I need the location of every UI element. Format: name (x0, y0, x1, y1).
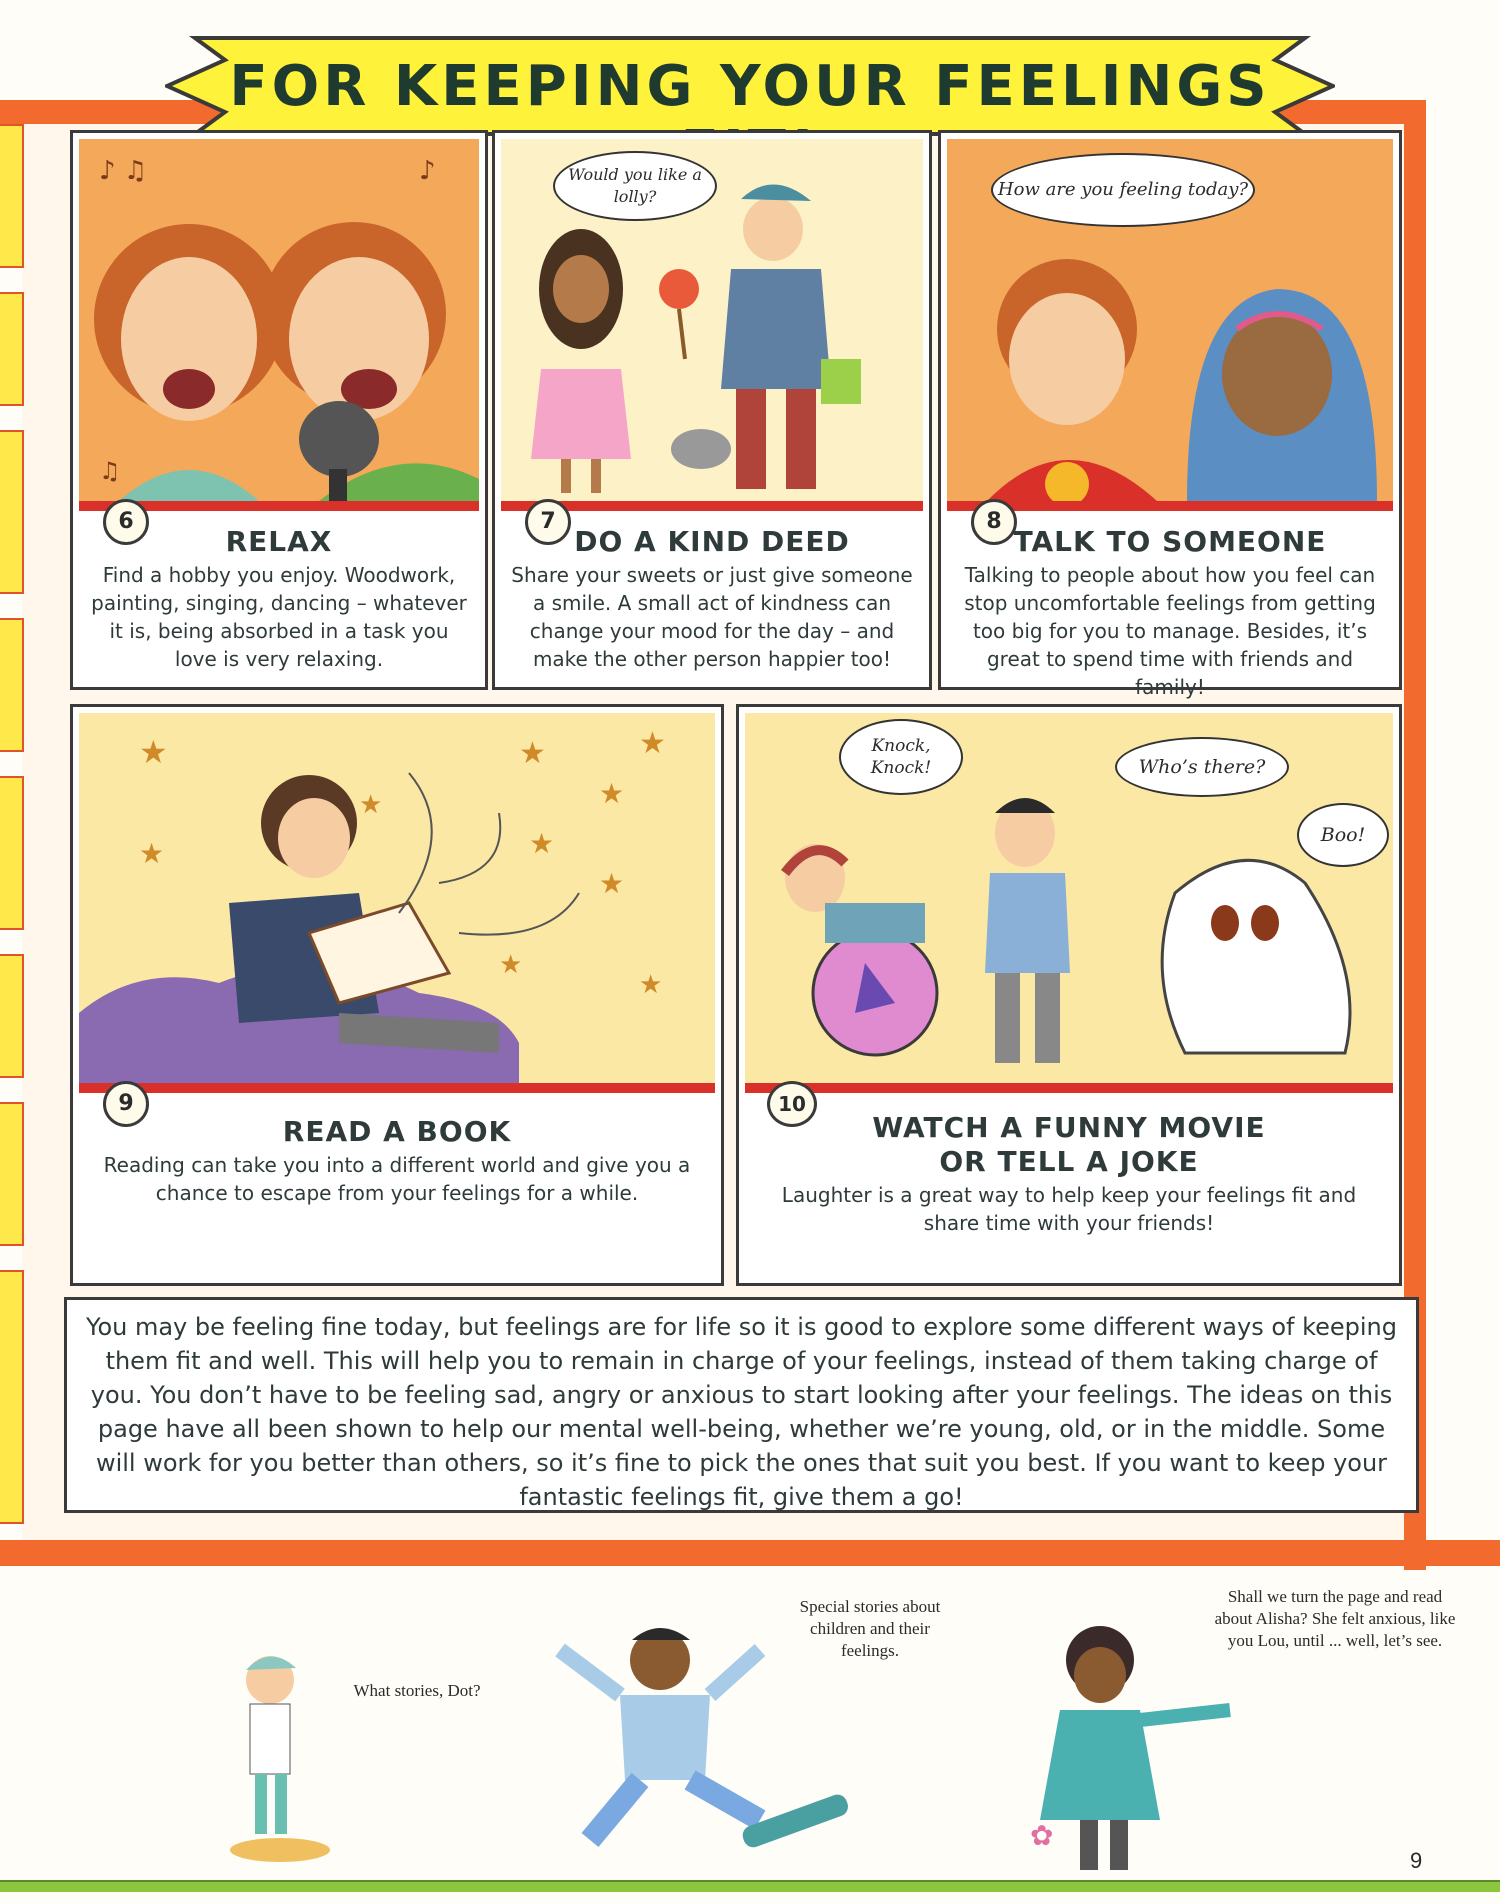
panel-number: 7 (525, 499, 571, 545)
svg-text:★: ★ (139, 837, 165, 870)
speech-bubble-whos-there: Who’s there? (1115, 737, 1289, 797)
panel-text: Find a hobby you enjoy. Woodwork, painting, singing, dancing – whatever it is, being absorbed in a task you love is very relaxing. (91, 563, 467, 671)
speech-bubble-boo: Boo! (1297, 803, 1389, 867)
svg-text:★: ★ (519, 736, 546, 771)
side-tab (0, 618, 24, 752)
microphone-icon (299, 401, 379, 477)
speech-bubble-lolly: Would you like a lolly? (553, 151, 717, 221)
orange-frame-bottom (0, 1540, 1500, 1566)
svg-text:★: ★ (529, 827, 555, 860)
svg-text:★: ★ (499, 950, 523, 980)
intro-text: You may be feeling fine today, but feelings are for life so it is good to explore some different ways of keeping them fit and well. This will help you to remain in charge of your feelings, instead of them taking charge of you. You don’t have to be feeling sad, angry or anxious to start looking after your feelings. The ideas on this page have all been shown to help our mental well-being, whether we’re young, old, or in the middle. Some will work for you better than others, so it’s fine to pick the ones that suit you best. If you want to keep your fantastic feelings fit, give them a go! (85, 1313, 1398, 1511)
page-title: FOR KEEPING YOUR FEELINGS (229, 54, 1271, 119)
panel-title: TALK TO SOMEONE (1013, 525, 1327, 558)
relax-illustration (79, 139, 479, 501)
svg-text:★: ★ (599, 777, 625, 810)
panel-title: DO A KIND DEED (574, 525, 850, 558)
panel-title: READ A BOOK (282, 1115, 512, 1148)
panel-text: Share your sweets or just give someone a smile. A small act of kindness can change your mood for the day – and make the other person happier too! (511, 563, 913, 671)
lollipop-icon (659, 269, 699, 309)
svg-text:★: ★ (599, 867, 625, 900)
svg-text:♫: ♫ (99, 457, 121, 485)
panel-talk-to-someone (938, 130, 1402, 699)
side-tab (0, 292, 24, 406)
caption-lou: What stories, Dot? (353, 1681, 481, 1700)
caption-alisha: Shall we turn the page and read about Alisha? She felt anxious, like you Lou, until ... well, let’s see. (1214, 1587, 1456, 1650)
read-book-illustration (79, 713, 715, 1083)
flower-icon: ✿ (1030, 1819, 1054, 1852)
panel-funny-movie (736, 704, 1402, 1286)
page-number: 9 (1410, 1848, 1423, 1873)
panel-kind-deed (492, 130, 932, 690)
panel-number: 8 (971, 499, 1017, 545)
panel-rule (79, 1083, 715, 1093)
music-notes-icon: ♪ ♫ (99, 156, 148, 186)
panel-number: 9 (103, 1081, 149, 1127)
speech-bubble-knock: Knock, Knock! (839, 719, 963, 795)
panel-relax (70, 130, 488, 690)
intro-box (64, 1297, 1419, 1513)
panel-title: RELAX (225, 525, 333, 558)
panel-number: 10 (767, 1081, 817, 1127)
svg-text:★: ★ (359, 790, 383, 820)
panel-title-line2: OR TELL A JOKE (939, 1145, 1199, 1178)
grass-line (0, 1880, 1500, 1892)
svg-text:♪: ♪ (419, 156, 436, 186)
panel-rule (745, 1083, 1393, 1093)
star-icon: ★ (139, 733, 168, 771)
side-tab (0, 776, 24, 930)
panel-text: Reading can take you into a different world and give you a chance to escape from your feelings for a while. (103, 1153, 691, 1205)
panel-read-a-book (70, 704, 724, 1286)
panel-text: Laughter is a great way to help keep your feelings fit and share time with your friends! (781, 1183, 1357, 1235)
title-banner (165, 30, 1335, 142)
side-tab (0, 954, 24, 1078)
side-tab (0, 124, 24, 268)
speech-bubble-feeling: How are you feeling today? (991, 153, 1255, 227)
caption-dot: Special stories about children and their feelings. (799, 1597, 941, 1660)
panel-title-line1: WATCH A FUNNY MOVIE (872, 1111, 1266, 1144)
panel-text: Talking to people about how you feel can stop uncomfortable feelings from getting too big for you to manage. Besides, it’s great to spend time with friends and family! (964, 563, 1376, 699)
side-tab (0, 1102, 24, 1246)
svg-text:★: ★ (639, 726, 666, 761)
svg-text:★: ★ (639, 970, 663, 1000)
side-tab (0, 1270, 24, 1524)
side-tab (0, 430, 24, 594)
panel-number: 6 (103, 499, 149, 545)
